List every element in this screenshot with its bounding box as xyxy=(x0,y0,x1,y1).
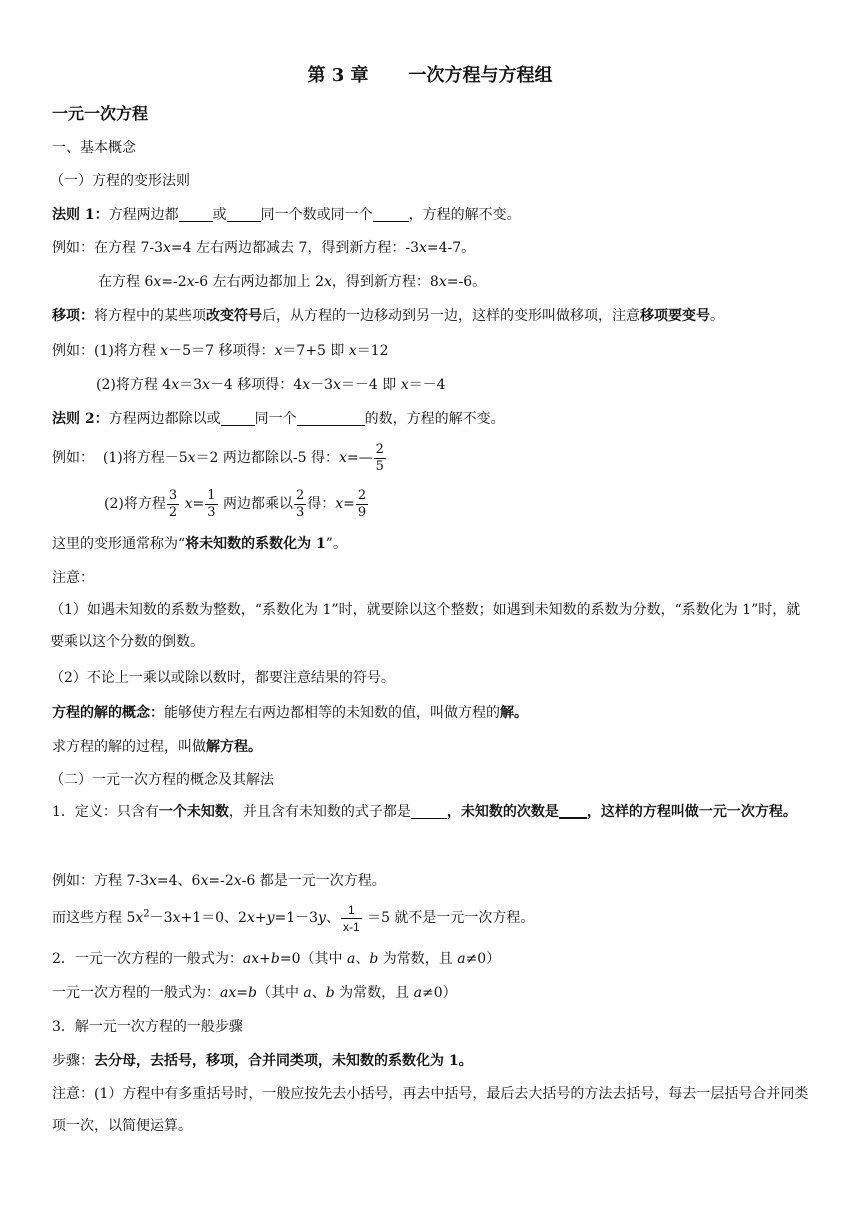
example-text: =4、6 xyxy=(156,873,201,889)
example-text: =-6。 xyxy=(446,274,487,290)
definition-text: ， xyxy=(446,804,461,820)
variable: x xyxy=(348,343,357,359)
non-example xyxy=(52,898,534,938)
fraction xyxy=(356,488,368,521)
variable: x xyxy=(172,910,181,926)
variable: y xyxy=(318,910,326,926)
paragraph-text: 、 xyxy=(355,951,370,967)
solving-definition xyxy=(52,737,262,757)
definition-text: 。 xyxy=(514,705,528,721)
move-term-label: 移项： xyxy=(52,308,94,324)
example-text: －4 移项得：4 xyxy=(209,377,303,393)
paragraph-text: ≠0） xyxy=(422,985,457,1001)
fill-blank xyxy=(179,207,213,222)
move-example-1 xyxy=(52,341,389,361)
rule-1-label: 法则 1： xyxy=(52,207,109,223)
fill-blank xyxy=(297,411,365,426)
example-text: ＝3 xyxy=(179,377,203,393)
rule-2-example-1 xyxy=(52,438,387,478)
rule-1-text: 或 xyxy=(212,207,227,223)
emphasis-text: 未知数的次数是 xyxy=(460,804,559,820)
example-text: =4 左右两边都减去 7，得到新方程：-3 xyxy=(170,240,419,256)
fill-blank xyxy=(373,207,409,222)
variable: b xyxy=(325,985,335,1001)
variable: a xyxy=(413,985,422,1001)
variable: x xyxy=(163,240,171,256)
fill-blank xyxy=(227,207,261,222)
variable: x xyxy=(186,274,195,290)
note-3: 注意：(1）方程中有多重括号时，一般应按先去小括号，再去中括号，最后去大括号的方法去括号，每去一层括号合并同类项一次，以简便运算。 xyxy=(52,1086,809,1134)
rule-2-label: 法则 2： xyxy=(52,411,109,427)
rule-2 xyxy=(52,409,505,429)
variable: b xyxy=(247,985,257,1001)
example-text: =-2 xyxy=(161,274,187,290)
definition-example xyxy=(52,871,386,891)
fraction-numerator: 1 xyxy=(207,487,216,503)
variable: x xyxy=(335,496,344,512)
example-text: (1)将方程－5 xyxy=(102,450,188,466)
rule-1-text: ，方程的解不变。 xyxy=(408,207,521,223)
paragraph-text: 、 xyxy=(311,985,326,1001)
variable: x xyxy=(202,377,210,393)
fill-blank xyxy=(221,411,255,426)
steps-list xyxy=(52,1051,473,1071)
example-text: ＝7+5 即 xyxy=(282,343,349,359)
chapter-title xyxy=(0,64,860,88)
paragraph-text: = xyxy=(236,985,248,1001)
paragraph-text: 2．一元一次方程的一般式为： xyxy=(52,951,243,967)
subsection-2-heading: （二）一元一次方程的概念及其解法 xyxy=(50,772,274,788)
example-text: = xyxy=(192,496,205,512)
example-text: =1－3 xyxy=(274,910,319,926)
variable: y xyxy=(266,910,275,926)
variable: x xyxy=(200,873,209,889)
move-example-2 xyxy=(96,375,446,395)
example-text: ＝5 就不是一元一次方程。 xyxy=(367,910,535,926)
definition-text: 将方程中的某些项 xyxy=(94,308,206,324)
basic-heading: 一、基本概念 xyxy=(52,140,136,156)
example-text: ，得到新方程：8 xyxy=(331,274,439,290)
rule-2-text: 的数，方程的解不变。 xyxy=(364,411,505,427)
example-text: -6 都是一元一次方程。 xyxy=(241,873,386,889)
variable: ax xyxy=(242,951,260,967)
example-text: 例如：在方程 7-3 xyxy=(52,240,163,256)
subsection-1-heading: （一）方程的变形法则 xyxy=(50,173,190,189)
rule-2-text: 方程两边都除以或 xyxy=(108,411,221,427)
example-text: 得： xyxy=(307,496,336,512)
example-text: 而这些方程 5 xyxy=(52,910,136,926)
paragraph-text: ”。 xyxy=(325,536,347,552)
fraction-numerator: 2 xyxy=(295,487,305,503)
paragraph-text: （其中 xyxy=(256,985,304,1001)
paragraph-text: 为常数，且 xyxy=(378,951,458,967)
variable: a xyxy=(303,985,312,1001)
fraction-denominator: 5 xyxy=(375,458,384,474)
example-text: = xyxy=(343,496,355,512)
variable: x xyxy=(246,910,255,926)
fraction-denominator: 9 xyxy=(357,504,367,520)
example-text: 例如：方程 7-3 xyxy=(52,873,149,889)
chapter-number: 第 3 章 xyxy=(307,65,369,86)
variable: x xyxy=(233,873,242,889)
emphasis-text: 改变符号 xyxy=(206,308,262,324)
emphasis-text: 一个未知数 xyxy=(158,804,229,820)
fraction xyxy=(294,488,306,521)
variable: x xyxy=(333,377,341,393)
variable: a xyxy=(346,951,356,967)
example-text: +1＝0、2 xyxy=(180,910,247,926)
variable: x xyxy=(184,496,193,512)
definition-text: 求方程的解的过程，叫做 xyxy=(52,739,206,755)
definition-text: 1．定义：只含有 xyxy=(52,804,159,820)
section-heading: 一元一次方程 xyxy=(52,104,149,123)
emphasis-text: 移项要变号 xyxy=(640,308,710,324)
variable: x xyxy=(149,873,157,889)
example-text: ＝－4 xyxy=(408,377,446,393)
example-text: 例如： xyxy=(52,450,94,466)
note-heading: 注意： xyxy=(52,570,94,586)
emphasis-text: 解方程 xyxy=(206,739,248,755)
variable: x xyxy=(160,343,169,359)
example-text: ＝－4 即 xyxy=(340,377,401,393)
example-text: 、 xyxy=(325,910,340,926)
move-term-definition xyxy=(52,306,724,326)
variable: x xyxy=(302,377,311,393)
fraction-numerator: 2 xyxy=(375,441,384,457)
variable: x xyxy=(187,450,196,466)
fraction-numerator: 2 xyxy=(357,487,367,503)
emphasis-text: 去分母，去括号，移项，合并同类项，未知数的系数化为 1。 xyxy=(94,1053,473,1069)
variable: x xyxy=(419,240,427,256)
definition-text: ，并且含有未知数的式子都是 xyxy=(228,804,411,820)
variable: x xyxy=(135,910,144,926)
definition-text: 。 xyxy=(248,739,262,755)
variable: b xyxy=(369,951,379,967)
paragraph-text: 一元一次方程的一般式为： xyxy=(52,985,220,1001)
definition-text: ，这样的方程叫做一元一次方程。 xyxy=(586,804,797,820)
example-text: =— xyxy=(346,450,373,466)
variable: x xyxy=(274,343,283,359)
steps-label: 步骤： xyxy=(52,1053,94,1069)
emphasis-text: 解 xyxy=(500,705,514,721)
paragraph-text: 为常数，且 xyxy=(334,985,414,1001)
definition-text: 后，从方程的一边移动到另一边，这样的变形叫做移项，注意 xyxy=(262,308,640,324)
variable: x xyxy=(153,274,162,290)
example-text: －5＝7 移项得： xyxy=(168,343,275,359)
note-1: （1）如遇未知数的系数为整数，“系数化为 1”时，就要除以这个整数；如遇到未知数的系数为分数，“系数化为 1”时，就要乘以这个分数的倒数。 xyxy=(50,602,801,650)
example-subtract xyxy=(52,238,475,258)
variable: b xyxy=(270,951,280,967)
rule-2-text: 同一个 xyxy=(254,411,297,427)
example-text: (2)将方程 4 xyxy=(96,377,172,393)
fill-blank xyxy=(411,804,447,819)
rule-2-example-2 xyxy=(104,484,369,524)
example-text: 两边都乘以 xyxy=(222,496,293,512)
general-form-2 xyxy=(52,983,457,1003)
fraction-denominator: x-1 xyxy=(342,919,360,934)
example-text: 在方程 6 xyxy=(98,274,154,290)
example-text: －3 xyxy=(149,910,173,926)
variable: x xyxy=(438,274,447,290)
rule-1 xyxy=(52,205,521,225)
fraction-numerator: 1 xyxy=(347,902,355,917)
variable: a xyxy=(457,951,466,967)
note-2: （2）不论上一乘以或除以数时，都要注意结果的符号。 xyxy=(50,670,395,686)
emphasis-text: 将未知数的系数化为 1 xyxy=(185,536,326,552)
general-form-1 xyxy=(52,949,500,969)
example-text: ＝12 xyxy=(356,343,389,359)
linear-equation-definition xyxy=(52,796,812,828)
example-text: －3 xyxy=(310,377,334,393)
solution-label: 方程的解的概念： xyxy=(52,705,164,721)
paragraph-text: =0（其中 xyxy=(279,951,347,967)
example-text: =-2 xyxy=(208,873,234,889)
paragraph-text: ≠0） xyxy=(465,951,501,967)
variable: x xyxy=(339,450,347,466)
fill-blank xyxy=(559,803,587,819)
steps-heading: 3．解一元一次方程的一般步骤 xyxy=(52,1019,243,1035)
rule-1-text: 同一个数或同一个 xyxy=(260,207,373,223)
solution-concept xyxy=(52,703,528,723)
fraction xyxy=(341,902,362,935)
fraction-denominator: 3 xyxy=(295,504,305,520)
fraction-denominator: 2 xyxy=(168,504,178,520)
variable: x xyxy=(171,377,180,393)
paragraph-text: 这里的变形通常称为“ xyxy=(52,536,186,552)
variable: ax xyxy=(220,985,237,1001)
fraction xyxy=(167,488,179,521)
chapter-name: 一次方程与方程组 xyxy=(408,65,553,86)
example-text: -6 左右两边都加上 2 xyxy=(194,274,324,290)
example-text: 例如：(1)将方程 xyxy=(52,343,161,359)
fraction-denominator: 3 xyxy=(207,504,216,520)
rule-1-text: 方程两边都 xyxy=(108,207,179,223)
example-text: (2)将方程 xyxy=(104,496,166,512)
fraction xyxy=(374,442,386,475)
example-add xyxy=(98,272,486,292)
coefficient-to-one xyxy=(52,534,347,554)
definition-text: 能够使方程左右两边都相等的未知数的值，叫做方程的 xyxy=(164,705,500,721)
variable: x xyxy=(324,274,332,290)
example-text: + xyxy=(254,910,267,926)
paragraph-text: + xyxy=(259,951,271,967)
fraction xyxy=(205,488,217,521)
example-text: ＝2 两边都除以-5 得： xyxy=(195,450,340,466)
fraction-numerator: 3 xyxy=(168,487,178,503)
variable: x xyxy=(400,377,409,393)
example-text: =4-7。 xyxy=(426,240,476,256)
exponent: 2 xyxy=(143,908,150,920)
definition-text: 。 xyxy=(710,308,724,324)
